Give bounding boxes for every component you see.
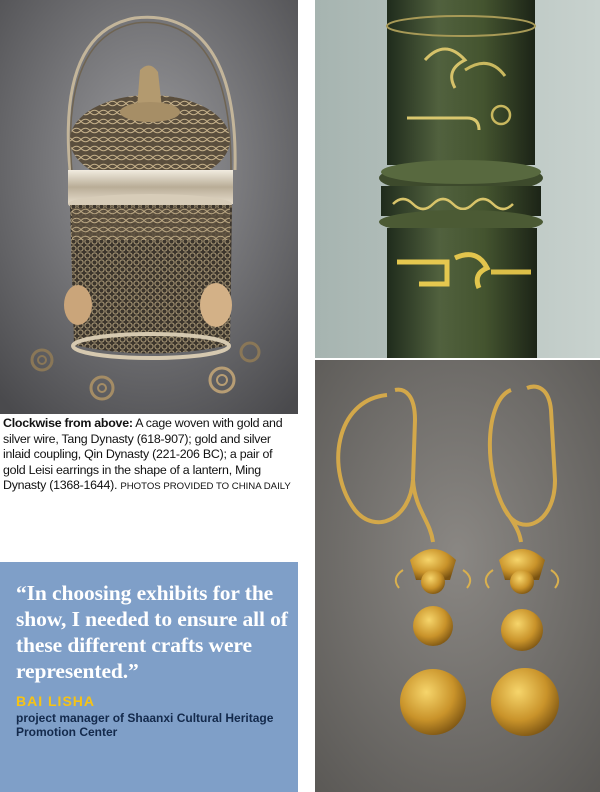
photo-credit: PHOTOS PROVIDED TO CHINA DAILY — [120, 481, 291, 493]
pull-quote-text: “In choosing exhibits for the show, I needed to ensure all of these different crafts were represented.” — [16, 581, 288, 683]
caption-body: A cage woven with gold and silver wire, Tang Dynasty (618-907); gold and silver inlaid coupling, Qin Dynasty (221-206 BC); a pair of gold Leisi earrings in the shape of a lantern, Ming Dynasty (1368-1644). — [3, 416, 283, 493]
photo-caption — [3, 416, 295, 495]
caption-lead: Clockwise from above: — [3, 416, 133, 430]
cage-photo — [0, 0, 298, 414]
quote-attribution-role: project manager of Shaanxi Cultural Heritage Promotion Center — [16, 711, 274, 739]
earrings-photo — [315, 360, 600, 792]
pull-quote-box — [0, 562, 298, 792]
coupling-photo — [315, 0, 600, 358]
quote-attribution-name: BAI LISHA — [16, 693, 95, 709]
